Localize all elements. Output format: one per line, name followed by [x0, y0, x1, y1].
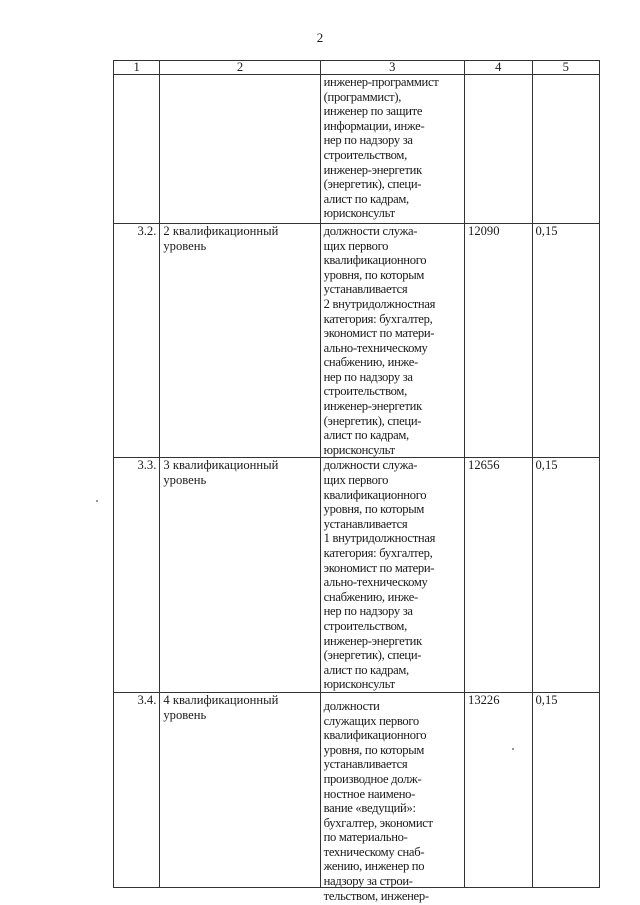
qualification-level: 4 квалификационный уровень	[160, 692, 320, 887]
description-line: квалификационного	[323, 253, 427, 268]
description-line: ально-техническому	[323, 340, 428, 355]
description-line: снабжению, инже-	[323, 355, 418, 370]
description-line: должности	[323, 698, 380, 713]
base-salary: 13226	[465, 692, 532, 887]
coefficient: 0,15	[532, 223, 600, 458]
description-line: инженер-энергетик	[323, 633, 422, 648]
qualification-level: 2 квалификационный уровень	[160, 223, 320, 458]
column-number-3: 3	[320, 61, 464, 75]
description-line: (энергетик), специ-	[323, 648, 422, 663]
description-line: инженер по защите	[323, 104, 423, 119]
description-line: уровня, по которым	[323, 742, 425, 757]
scan-speck	[512, 748, 514, 750]
description-line: производное долж-	[323, 771, 422, 786]
row-number: 3.3.	[114, 458, 160, 693]
position-description-text	[323, 698, 461, 903]
row-number: 3.2.	[114, 223, 160, 458]
description-line: служащих первого	[323, 713, 419, 728]
description-line: (энергетик), специ-	[323, 413, 422, 428]
row-number: 3.4.	[114, 692, 160, 887]
staff-qualification-table	[113, 60, 600, 903]
column-number-2: 2	[160, 61, 320, 75]
qualification-level: 3 квалификационный уровень	[160, 458, 320, 693]
table-row	[114, 458, 600, 693]
coefficient: 0,15	[532, 692, 600, 887]
description-line: категория: бухгалтер,	[323, 311, 433, 326]
description-line: щих первого	[323, 473, 389, 488]
description-line: бухгалтер, экономист	[323, 815, 433, 830]
scan-speck	[96, 500, 98, 502]
column-number-row	[114, 61, 600, 75]
description-line: должности служа-	[323, 458, 418, 473]
description-line: (программист),	[323, 89, 402, 104]
description-line: устанавливается	[323, 757, 408, 772]
description-line: 1 внутридолжностная	[323, 531, 436, 546]
base-salary: 12656	[465, 458, 532, 693]
position-description	[320, 223, 464, 458]
column-number-4: 4	[465, 61, 532, 75]
description-line: категория: бухгалтер,	[323, 546, 433, 560]
description-line: надзору за строи-	[323, 874, 413, 889]
description-line: по материально-	[323, 830, 408, 845]
position-description	[320, 458, 464, 693]
description-line: экономист по матери-	[323, 560, 435, 575]
description-line: алист по кадрам,	[323, 428, 409, 443]
row-number-cell	[114, 75, 160, 224]
table-row	[114, 223, 600, 458]
description-line: техническому снаб-	[323, 844, 425, 859]
description-line: строительством,	[323, 618, 407, 633]
description-line: строительством,	[323, 384, 407, 399]
description-line: инженер-энергетик	[323, 162, 422, 177]
coefficient: 0,15	[532, 458, 600, 693]
description-line: нер по надзору за	[323, 369, 413, 384]
description-line: вание «ведущий»:	[323, 801, 416, 816]
description-line: жению, инженер по	[323, 859, 425, 874]
coefficient-cell	[532, 75, 600, 224]
description-line: уровня, по которым	[323, 267, 425, 282]
description-line: ностное наимено-	[323, 786, 416, 801]
description-line: информации, инже-	[323, 118, 425, 133]
description-line: инженер-энергетик	[323, 399, 422, 414]
description-line: тельством, инженер-	[323, 888, 429, 903]
position-description	[320, 75, 464, 224]
description-line: уровня, по которым	[323, 502, 425, 517]
description-line: нер по надзору за	[323, 604, 413, 619]
description-line: 2 внутридолжностная	[323, 296, 436, 311]
description-line: нер по надзору за	[323, 133, 413, 148]
page-number: 2	[316, 30, 324, 45]
description-line: строительством,	[323, 147, 407, 162]
description-line: устанавливается	[323, 282, 408, 297]
description-line: алист по кадрам,	[323, 662, 409, 677]
description-line: должности служа-	[323, 223, 418, 238]
base-salary: 12090	[465, 223, 532, 458]
description-line: снабжению, инже-	[323, 589, 418, 604]
rate-cell	[465, 75, 532, 224]
column-number-1: 1	[114, 61, 160, 75]
description-line: юрисконсульт	[323, 206, 395, 221]
description-line: юрисконсульт	[323, 442, 395, 457]
description-line: квалификационного	[323, 487, 427, 502]
description-line: ально-техническому	[323, 575, 428, 590]
table-row-continuation	[114, 75, 600, 224]
description-line: экономист по матери-	[323, 326, 435, 341]
description-line: юрисконсульт	[323, 677, 395, 692]
description-line: щих первого	[323, 238, 389, 253]
description-line: (энергетик), специ-	[323, 177, 422, 192]
level-cell	[160, 75, 320, 224]
table-row	[114, 692, 600, 887]
description-line: инженер-программист	[323, 75, 439, 89]
description-line: квалификационного	[323, 728, 427, 743]
description-line: устанавливается	[323, 516, 408, 531]
column-number-5: 5	[532, 61, 600, 75]
position-description	[320, 692, 464, 903]
description-line: алист по кадрам,	[323, 191, 409, 206]
